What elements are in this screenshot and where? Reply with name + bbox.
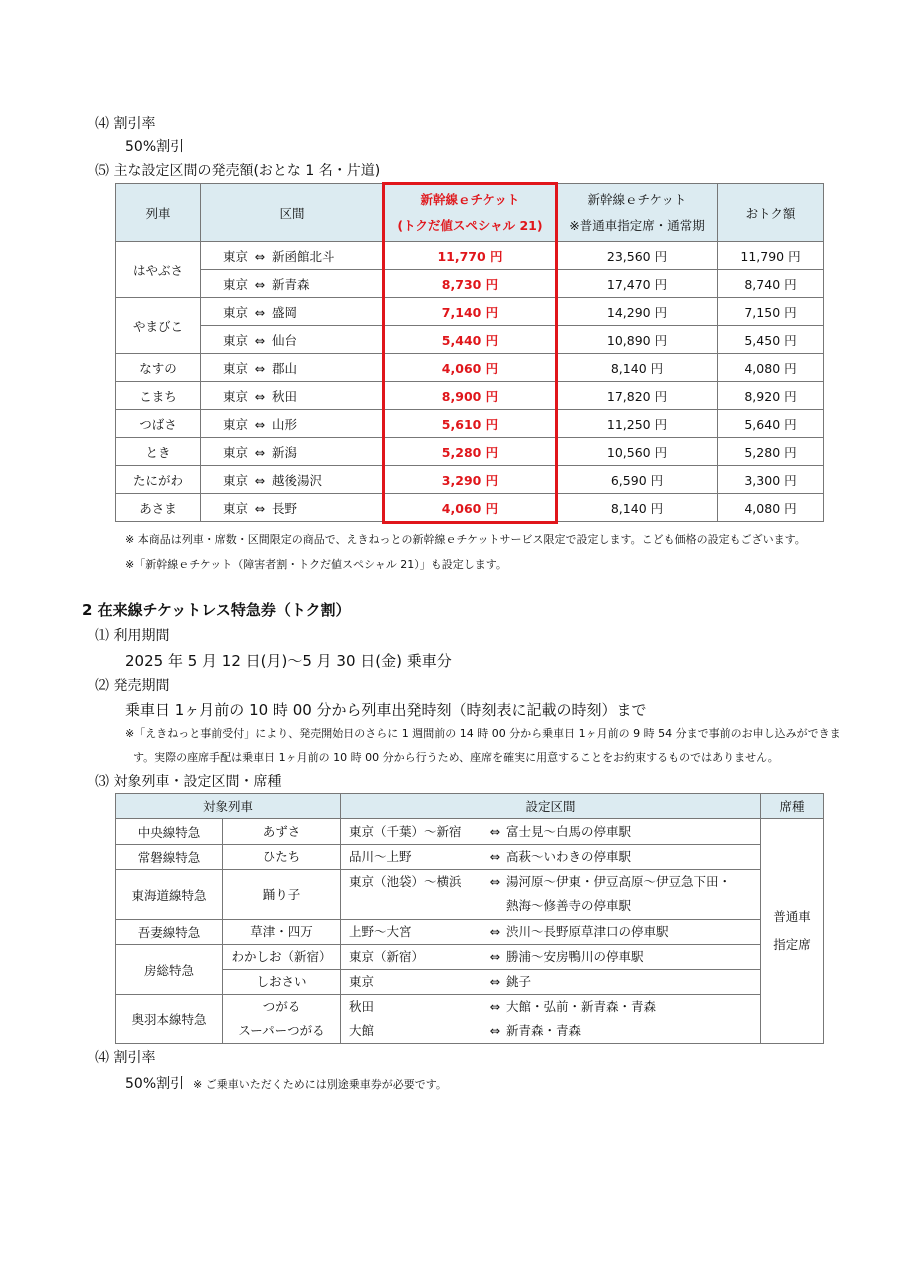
header-section: 区間 — [201, 184, 384, 242]
route-to: 富士見～白馬の停車駅 — [506, 823, 632, 839]
train-name-2: スーパーつがる — [238, 1023, 325, 1038]
header-normal — [557, 184, 718, 242]
normal-fare: 10,560 円 — [557, 438, 718, 466]
bidirectional-arrow-icon: ⇔ — [489, 849, 501, 864]
bidirectional-arrow-icon: ⇔ — [254, 416, 266, 432]
to-station: 新青森 — [271, 276, 310, 292]
train-name — [223, 920, 341, 945]
special-fare: 7,140 円 — [384, 298, 557, 326]
saving-amount: 5,280 円 — [718, 438, 824, 466]
saving-amount: 5,450 円 — [718, 326, 824, 354]
route-from: 東京（新宿） — [349, 949, 425, 964]
bidirectional-arrow-icon: ⇔ — [254, 360, 266, 376]
train-name: とき — [116, 438, 201, 466]
train-name-1: つがる — [262, 999, 301, 1014]
bidirectional-arrow-icon: ⇔ — [489, 1023, 501, 1038]
normal-fare: 8,140 円 — [557, 354, 718, 382]
special-fare: 5,610 円 — [384, 410, 557, 438]
bidirectional-arrow-icon: ⇔ — [489, 949, 501, 964]
train-name: やまびこ — [116, 298, 201, 354]
route-to: 銚子 — [506, 974, 532, 989]
header-target-train: 対象列車 — [116, 794, 341, 819]
normal-fare: 8,140 円 — [557, 494, 718, 522]
s2-discount — [125, 1074, 447, 1095]
train-name — [223, 870, 341, 920]
route-to-2: 新青森・青森 — [506, 1023, 582, 1038]
saving-amount: 4,080 円 — [718, 354, 824, 382]
header-normal-2: ※普通車指定席・通常期 — [569, 217, 705, 233]
route-to: 大館・弘前・新青森・青森 — [506, 999, 657, 1014]
route-from: 上野～大宮 — [349, 924, 412, 939]
header-normal-1: 新幹線ｅチケット — [587, 191, 687, 207]
section — [201, 438, 384, 466]
line-name: 中央線特急 — [116, 819, 223, 845]
section — [201, 242, 384, 270]
route-to: 湯河原～伊東・伊豆高原～伊豆急下田・ — [506, 874, 732, 889]
train-row — [116, 819, 824, 845]
saving-amount: 8,920 円 — [718, 382, 824, 410]
bidirectional-arrow-icon: ⇔ — [489, 874, 501, 889]
bidirectional-arrow-icon: ⇔ — [489, 974, 501, 989]
to-station: 長野 — [271, 500, 297, 516]
route — [341, 970, 761, 995]
saving-amount: 5,640 円 — [718, 410, 824, 438]
section — [201, 466, 384, 494]
normal-fare: 11,250 円 — [557, 410, 718, 438]
header-route: 設定区間 — [341, 794, 761, 819]
to-station: 越後湯沢 — [271, 472, 322, 488]
seat-type: 普通車指定席 — [761, 819, 824, 1044]
from-station: 東京 — [223, 332, 249, 348]
section — [201, 326, 384, 354]
normal-fare: 17,820 円 — [557, 382, 718, 410]
section — [201, 494, 384, 522]
fare-table — [115, 183, 824, 522]
train-name — [223, 970, 341, 995]
train-name — [223, 819, 341, 845]
to-station: 山形 — [271, 416, 297, 432]
sale-period: 乗車日 1ヶ月前の 10 時 00 分から列車出発時刻（時刻表に記載の時刻）まで — [125, 701, 647, 719]
header-special — [384, 184, 557, 242]
saving-amount: 3,300 円 — [718, 466, 824, 494]
fare-row — [116, 326, 824, 354]
train-table — [115, 793, 824, 1044]
normal-fare: 14,290 円 — [557, 298, 718, 326]
saving-amount: 11,790 円 — [718, 242, 824, 270]
train-name-1: あずさ — [262, 823, 301, 839]
saving-amount: 7,150 円 — [718, 298, 824, 326]
route-to: 渋川～長野原草津口の停車駅 — [506, 924, 669, 939]
bidirectional-arrow-icon: ⇔ — [489, 999, 501, 1014]
bidirectional-arrow-icon: ⇔ — [254, 472, 266, 488]
from-station: 東京 — [223, 360, 249, 376]
header-train: 列車 — [116, 184, 201, 242]
train-name: はやぶさ — [116, 242, 201, 298]
s2-item1-label: ⑴ 利用期間 — [95, 628, 170, 644]
train-name — [223, 945, 341, 970]
from-station: 東京 — [223, 276, 249, 292]
sale-note-2: す。実際の座席手配は乗車日 1ヶ月前の 10 時 00 分から行うため、座席を確実に用意することをお約束するものではありません。 — [133, 751, 779, 764]
bidirectional-arrow-icon: ⇔ — [489, 823, 501, 839]
route — [341, 819, 761, 845]
route — [341, 995, 761, 1044]
from-station: 東京 — [223, 444, 249, 460]
discount-rate: 50%割引 — [125, 139, 185, 155]
special-fare: 3,290 円 — [384, 466, 557, 494]
route — [341, 945, 761, 970]
section — [201, 270, 384, 298]
route-to-2: 熱海～修善寺の停車駅 — [506, 898, 632, 913]
to-station: 盛岡 — [271, 304, 297, 320]
section — [201, 354, 384, 382]
item5-label: ⑸ 主な設定区間の発売額(おとな 1 名・片道) — [95, 163, 381, 179]
special-fare: 4,060 円 — [384, 354, 557, 382]
usage-period: 2025 年 5 月 12 日(月)～5 月 30 日(金) 乗車分 — [125, 652, 452, 670]
section — [201, 410, 384, 438]
route-from: 東京 — [349, 974, 375, 989]
section — [201, 382, 384, 410]
line-name: 吾妻線特急 — [116, 920, 223, 945]
section-2-title: 2 在来線チケットレス特急券（トク割） — [82, 601, 351, 619]
header-special-2: (トクだ値スペシャル 21) — [397, 217, 543, 233]
train-row — [116, 870, 824, 920]
bidirectional-arrow-icon: ⇔ — [254, 248, 266, 264]
train-row — [116, 970, 824, 995]
route — [341, 870, 761, 920]
bidirectional-arrow-icon: ⇔ — [254, 276, 266, 292]
normal-fare: 6,590 円 — [557, 466, 718, 494]
bidirectional-arrow-icon: ⇔ — [254, 500, 266, 516]
fare-row — [116, 410, 824, 438]
route-from: 東京（千葉）～新宿 — [349, 823, 462, 839]
s2-discount-value: 50%割引 — [125, 1076, 185, 1092]
special-fare: 11,770 円 — [384, 242, 557, 270]
train-name — [223, 995, 341, 1044]
to-station: 秋田 — [271, 388, 297, 404]
from-station: 東京 — [223, 248, 249, 264]
fare-row — [116, 466, 824, 494]
route-from: 東京（池袋）～横浜 — [349, 874, 462, 889]
fare-row — [116, 242, 824, 270]
fare-row — [116, 494, 824, 522]
normal-fare: 23,560 円 — [557, 242, 718, 270]
fare-row — [116, 270, 824, 298]
bidirectional-arrow-icon: ⇔ — [254, 332, 266, 348]
fare-row — [116, 298, 824, 326]
from-station: 東京 — [223, 500, 249, 516]
s2-item2-label: ⑵ 発売期間 — [95, 678, 170, 694]
from-station: 東京 — [223, 472, 249, 488]
route — [341, 920, 761, 945]
to-station: 新函館北斗 — [271, 248, 335, 264]
route-from: 品川～上野 — [349, 849, 412, 864]
bidirectional-arrow-icon: ⇔ — [489, 924, 501, 939]
note-2: ※「新幹線ｅチケット（障害者割・トクだ値スペシャル 21）」も設定します。 — [125, 558, 507, 571]
train-row — [116, 945, 824, 970]
header-seat: 席種 — [761, 794, 824, 819]
train-name-1: 踊り子 — [262, 886, 301, 902]
item4-label: ⑷ 割引率 — [95, 116, 156, 132]
special-fare: 5,280 円 — [384, 438, 557, 466]
note-1: ※ 本商品は列車・席数・区間限定の商品で、えきねっとの新幹線ｅチケットサービス限定で設定します。こども価格の設定もございます。 — [125, 533, 806, 546]
train-row — [116, 995, 824, 1044]
from-station: 東京 — [223, 304, 249, 320]
line-name: 奥羽本線特急 — [116, 995, 223, 1044]
header-saving: おトク額 — [718, 184, 824, 242]
line-name: 東海道線特急 — [116, 870, 223, 920]
s2-discount-note: ※ ご乗車いただくためには別途乗車券が必要です。 — [193, 1078, 447, 1091]
route-from: 秋田 — [349, 999, 375, 1014]
special-fare: 8,900 円 — [384, 382, 557, 410]
route-to: 勝浦～安房鴨川の停車駅 — [506, 949, 644, 964]
bidirectional-arrow-icon: ⇔ — [254, 388, 266, 404]
bidirectional-arrow-icon: ⇔ — [254, 444, 266, 460]
line-name: 常磐線特急 — [116, 845, 223, 870]
train-name: なすの — [116, 354, 201, 382]
to-station: 新潟 — [271, 444, 297, 460]
saving-amount: 4,080 円 — [718, 494, 824, 522]
train-name: あさま — [116, 494, 201, 522]
train-name-1: しおさい — [256, 974, 307, 989]
special-fare: 5,440 円 — [384, 326, 557, 354]
train-name-1: 草津・四万 — [250, 924, 313, 939]
saving-amount: 8,740 円 — [718, 270, 824, 298]
special-fare: 4,060 円 — [384, 494, 557, 522]
bidirectional-arrow-icon: ⇔ — [254, 304, 266, 320]
train-row — [116, 920, 824, 945]
train-name-1: ひたち — [262, 849, 301, 864]
header-special-1: 新幹線ｅチケット — [420, 191, 520, 207]
train-name: たにがわ — [116, 466, 201, 494]
route-to: 高萩～いわきの停車駅 — [506, 849, 632, 864]
special-fare: 8,730 円 — [384, 270, 557, 298]
normal-fare: 10,890 円 — [557, 326, 718, 354]
sale-note-1: ※「えきねっと事前受付」により、発売開始日のさらに 1 週間前の 14 時 00 分から乗車日 1ヶ月前の 9 時 54 分まで事前のお申し込みができま — [125, 727, 841, 740]
section — [201, 298, 384, 326]
fare-row — [116, 354, 824, 382]
to-station: 郡山 — [271, 360, 297, 376]
train-name-1: わかしお（新宿） — [231, 949, 332, 964]
train-name: つばさ — [116, 410, 201, 438]
line-name: 房総特急 — [116, 945, 223, 995]
route — [341, 845, 761, 870]
fare-row — [116, 438, 824, 466]
train-name — [223, 845, 341, 870]
fare-row — [116, 382, 824, 410]
train-row — [116, 845, 824, 870]
from-station: 東京 — [223, 416, 249, 432]
route-from-2: 大館 — [349, 1023, 375, 1038]
from-station: 東京 — [223, 388, 249, 404]
s2-item3-label: ⑶ 対象列車・設定区間・席種 — [95, 774, 282, 790]
s2-item4-label: ⑷ 割引率 — [95, 1050, 156, 1066]
to-station: 仙台 — [271, 332, 297, 348]
normal-fare: 17,470 円 — [557, 270, 718, 298]
train-name: こまち — [116, 382, 201, 410]
